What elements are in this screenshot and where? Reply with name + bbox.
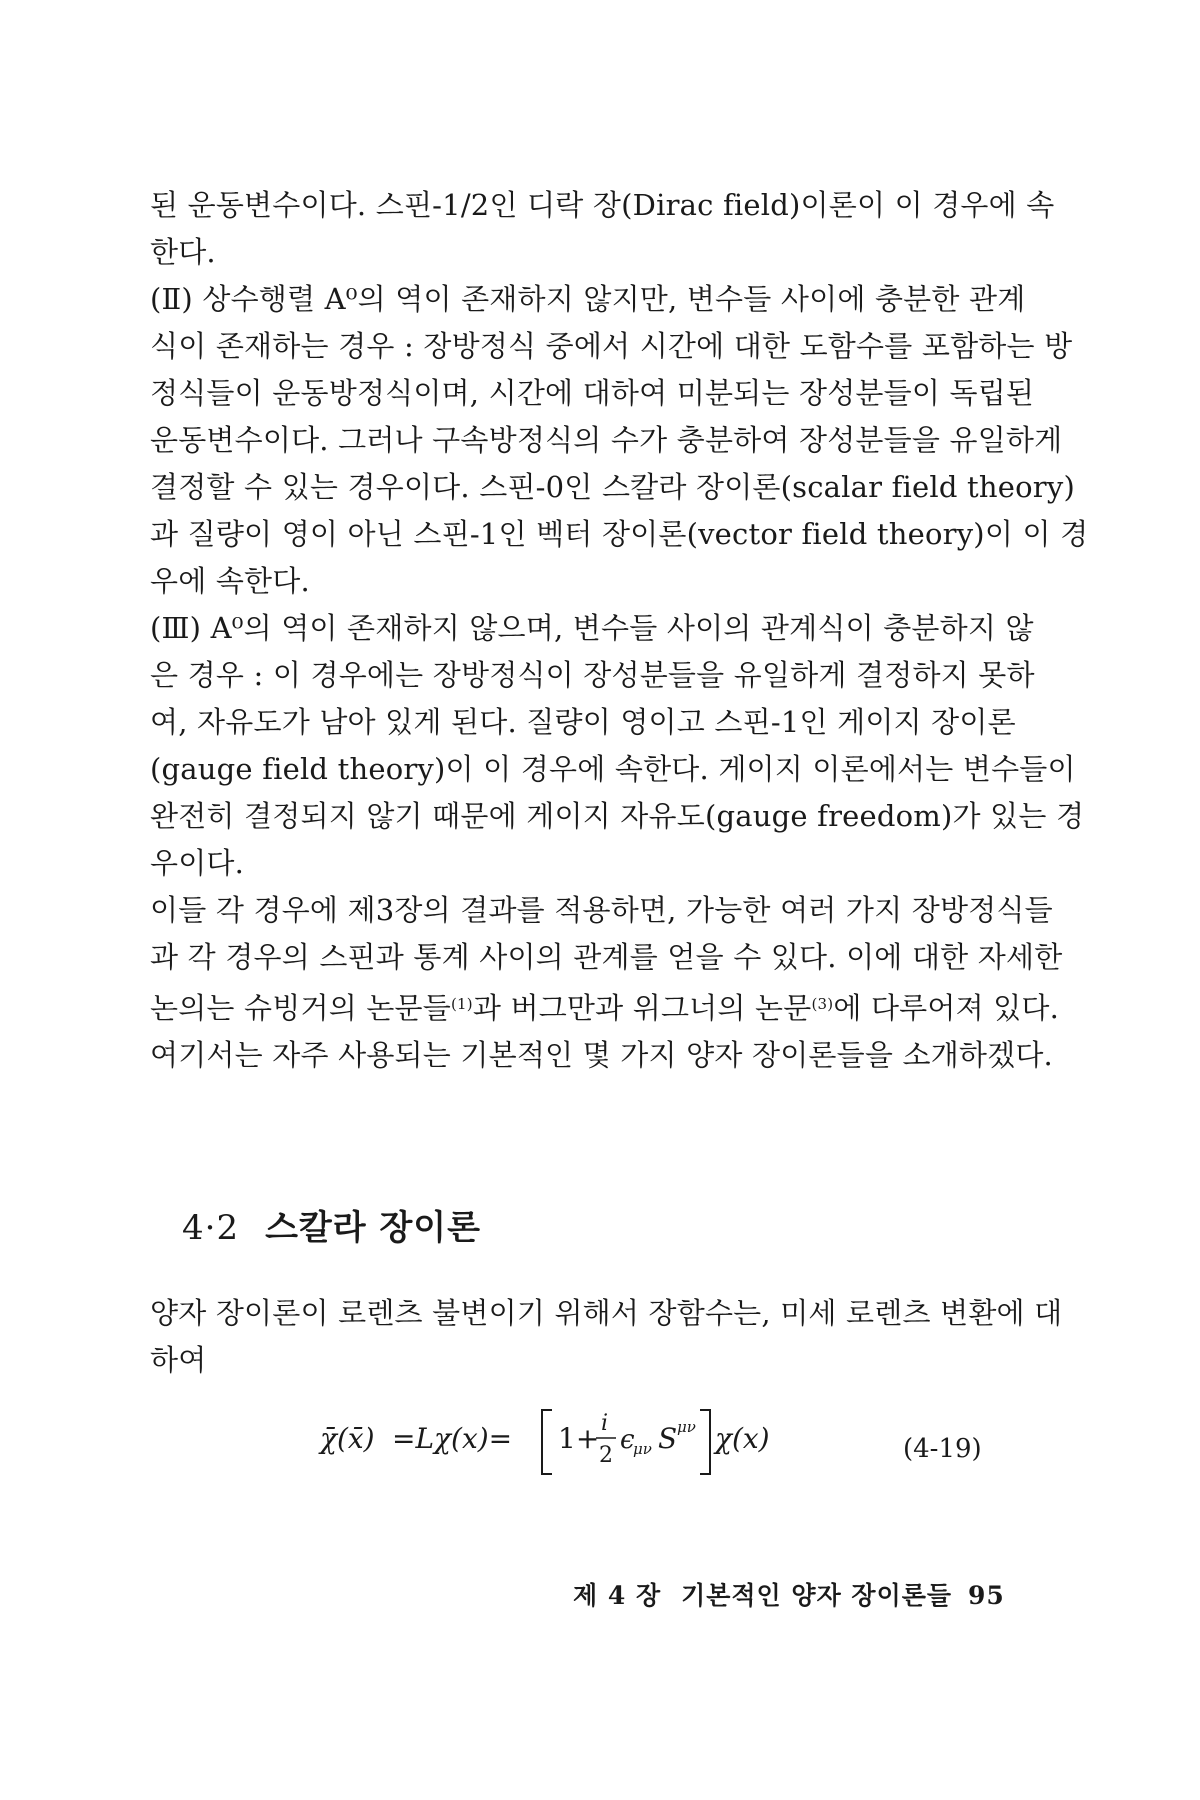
eq-S-sup: μν <box>677 1418 696 1436</box>
eq-one: 1+ <box>558 1422 600 1455</box>
case-iii-paragraph <box>150 605 1085 887</box>
text-line: 우이다. <box>150 846 245 880</box>
equation-svg <box>320 1396 840 1486</box>
text-line: 하여 <box>150 1343 207 1377</box>
eq-rhs: χ(x) <box>715 1422 770 1455</box>
text-line: 결정할 수 있는 경우이다. 스핀-0인 스칼라 장이론(scalar field theory) <box>150 470 1075 504</box>
eq-epsilon: ϵ <box>620 1425 635 1455</box>
eq-lhs: χ̄(x̄) <box>320 1422 375 1455</box>
equation-number: (4-19) <box>903 1434 982 1464</box>
text-line: 운동변수이다. 그러나 구속방정식의 수가 충분하여 장성분들을 유일하게 <box>150 423 1063 457</box>
eq-frac-num: i <box>601 1411 609 1436</box>
text-segment: 논의는 슈빙거의 논문들 <box>150 991 451 1025</box>
text-segment: 에 다루어져 있다. <box>833 991 1060 1025</box>
text-segment: 과 버그만과 위그너의 논문 <box>472 991 812 1025</box>
text-line: (Ⅱ) 상수행렬 A⁰의 역이 존재하지 않지만, 변수들 사이에 충분한 관계 <box>150 282 1026 316</box>
summary-paragraph <box>150 887 1063 1079</box>
eq-mid: =Lχ(x)= <box>392 1422 513 1455</box>
page-number: 95 <box>968 1581 1005 1610</box>
text-line-with-refs <box>150 981 1060 1032</box>
text-line: 양자 장이론이 로렌츠 불변이기 위해서 장함수는, 미세 로렌츠 변환에 대 <box>150 1296 1063 1330</box>
text-line: 과 각 경우의 스핀과 통계 사이의 관계를 얻을 수 있다. 이에 대한 자세한 <box>150 940 1063 974</box>
text-line: 과 질량이 영이 아닌 스핀-1인 벡터 장이론(vector field theory)이 이 경 <box>150 517 1089 551</box>
reference-marker: (1) <box>450 995 473 1013</box>
page-footer <box>573 1576 1005 1612</box>
left-bracket <box>542 1410 552 1474</box>
right-bracket <box>700 1410 710 1474</box>
section-heading <box>182 1200 481 1249</box>
text-line: (gauge field theory)이 이 경우에 속한다. 게이지 이론에서는 변수들이 <box>150 752 1076 786</box>
text-line: 우에 속한다. <box>150 564 310 598</box>
text-line: 여, 자유도가 남아 있게 된다. 질량이 영이고 스핀-1인 게이지 장이론 <box>150 705 1016 739</box>
eq-eps-sub: μν <box>633 1440 652 1458</box>
section-number: 4·2 <box>182 1208 240 1248</box>
text-line: 이들 각 경우에 제3장의 결과를 적용하면, 가능한 여러 가지 장방정식들 <box>150 893 1053 927</box>
intro-paragraph <box>150 1290 1063 1384</box>
text-line: 식이 존재하는 경우 : 장방정식 중에서 시간에 대한 도함수를 포함하는 방 <box>150 329 1073 363</box>
reference-marker: (3) <box>811 995 834 1013</box>
text-line: 완전히 결정되지 않기 때문에 게이지 자유도(gauge freedom)가 있는 경 <box>150 799 1085 833</box>
text-line: 한다. <box>150 235 216 269</box>
paragraph-continuation <box>150 182 1055 276</box>
section-title: 스칼라 장이론 <box>265 1208 481 1248</box>
text-line: 정식들이 운동방정식이며, 시간에 대하여 미분되는 장성분들이 독립된 <box>150 376 1035 410</box>
footer-chapter: 제 4 장 <box>573 1581 662 1610</box>
text-line: 은 경우 : 이 경우에는 장방정식이 장성분들을 유일하게 결정하지 못하 <box>150 658 1035 692</box>
text-line: 된 운동변수이다. 스핀-1/2인 디락 장(Dirac field)이론이 이 경우에 속 <box>150 188 1055 222</box>
text-line: 여기서는 자주 사용되는 기본적인 몇 가지 양자 장이론들을 소개하겠다. <box>150 1038 1053 1072</box>
footer-title: 기본적인 양자 장이론들 <box>681 1581 953 1610</box>
eq-frac-den: 2 <box>599 1443 613 1468</box>
case-ii-paragraph <box>150 276 1089 605</box>
text-line: (Ⅲ) A⁰의 역이 존재하지 않으며, 변수들 사이의 관계식이 충분하지 않 <box>150 611 1034 645</box>
eq-S: S <box>658 1422 678 1455</box>
